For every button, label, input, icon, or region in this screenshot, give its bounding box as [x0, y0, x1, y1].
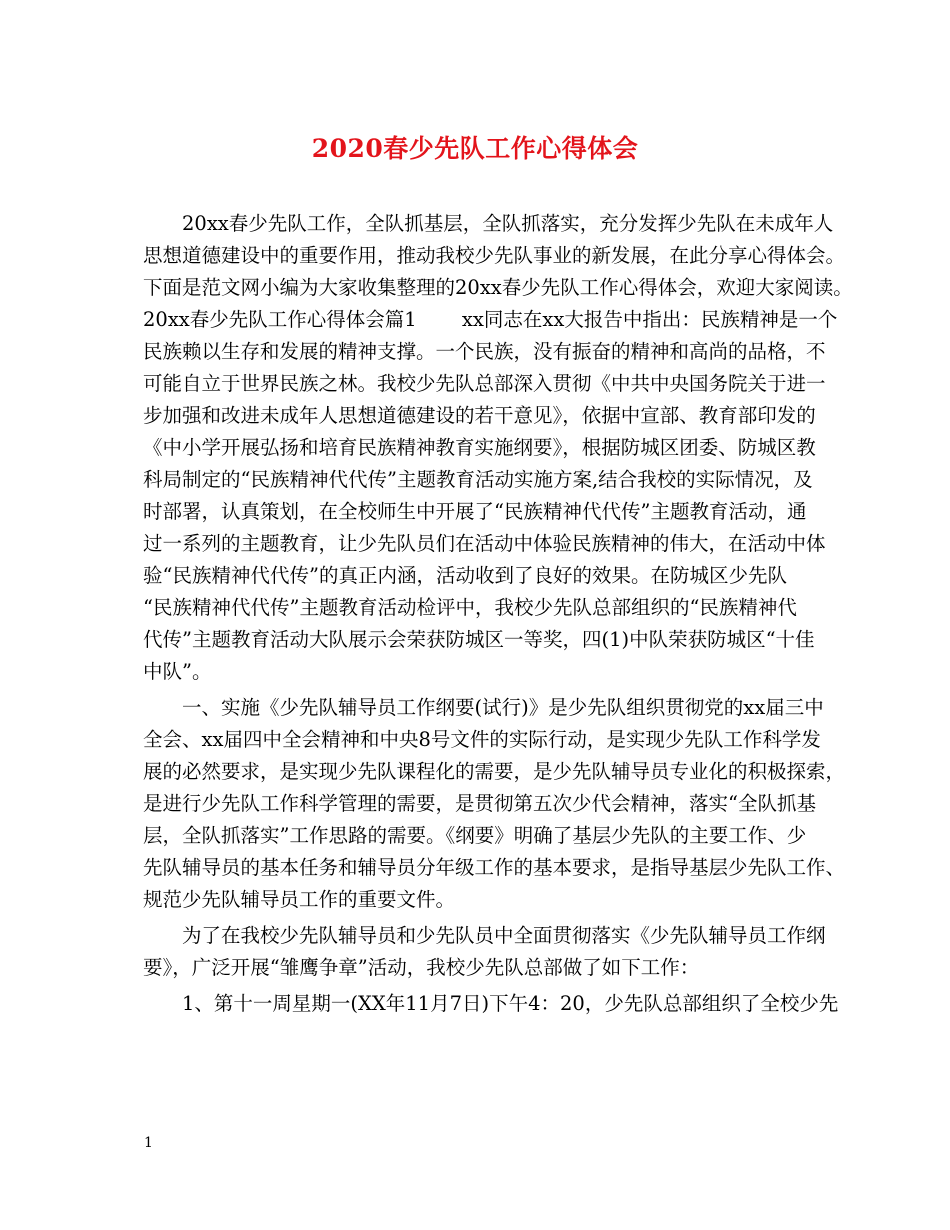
text-line: 中队”。 [143, 660, 212, 683]
text-line: 《中小学开展弘扬和培育民族精神教育实施纲要》，根据防城区团委、防城区教 [143, 436, 816, 459]
text-line: 全会、xx届四中全会精神和中央8号文件的实际行动，是实现少先队工作科学发 [143, 728, 821, 751]
text-line: 可能自立于世界民族之林。我校少先队总部深入贯彻《中共中央国务院关于进一 [143, 372, 826, 395]
text-line: 思想道德建设中的重要作用，推动我校少先队事业的新发展，在此分享心得体会。 [143, 244, 846, 267]
page-title: 2020春少先队工作心得体会 [311, 134, 639, 163]
text-line: 时部署，认真策划，在全校师生中开展了“民族精神代代传”主题教育活动，通 [143, 500, 807, 523]
text-line: “民族精神代代传”主题教育活动检评中，我校少先队总部组织的“民族精神代 [143, 596, 797, 619]
text-line: 民族赖以生存和发展的精神支撑。一个民族，没有振奋的精神和高尚的品格，不 [143, 340, 826, 363]
text-line: 是进行少先队工作科学管理的需要，是贯彻第五次少代会精神，落实“全队抓基 [143, 792, 816, 815]
page-number: 1 [144, 1135, 153, 1151]
text-line: 科局制定的“民族精神代代传”主题教育活动实施方案,结合我校的实际情况，及 [143, 468, 813, 491]
text-line: 一、实施《少先队辅导员工作纲要(试行)》是少先队组织贯彻党的xx届三中 [143, 696, 824, 719]
text-line: 要》，广泛开展“雏鹰争章”活动，我校少先队总部做了如下工作： [143, 956, 700, 979]
text-line: 20xx春少先队工作，全队抓基层，全队抓落实，充分发挥少先队在未成年人 [143, 212, 834, 235]
body-text [143, 208, 853, 1020]
text-line: 20xx春少先队工作心得体会篇1 xx同志在xx大报告中指出：民族精神是一个 [143, 308, 838, 331]
text-line: 规范少先队辅导员工作的重要文件。 [143, 888, 456, 911]
text-line: 1、第十一周星期一(XX年11月7日)下午4：20，少先队总部组织了全校少先 [143, 992, 839, 1015]
text-line: 展的必然要求，是实现少先队课程化的需要，是少先队辅导员专业化的积极探索， [143, 760, 846, 783]
text-line: 下面是范文网小编为大家收集整理的20xx春少先队工作心得体会，欢迎大家阅读。 [143, 276, 853, 299]
text-line: 步加强和改进未成年人思想道德建设的若干意见》，依据中宣部、教育部印发的 [143, 404, 816, 427]
text-line: 先队辅导员的基本任务和辅导员分年级工作的基本要求，是指导基层少先队工作、 [143, 856, 846, 879]
text-line: 过一系列的主题教育，让少先队员们在活动中体验民族精神的伟大，在活动中体 [143, 532, 826, 555]
text-line: 代传”主题教育活动大队展示会荣获防城区一等奖，四(1)中队荣获防城区“十佳 [143, 628, 815, 651]
text-line: 验“民族精神代代传”的真正内涵，活动收到了良好的效果。在防城区少先队 [143, 564, 787, 587]
text-line: 层，全队抓落实”工作思路的需要。《纲要》明确了基层少先队的主要工作、少 [143, 824, 807, 847]
text-line: 为了在我校少先队辅导员和少先队员中全面贯彻落实《少先队辅导员工作纲 [143, 924, 826, 947]
